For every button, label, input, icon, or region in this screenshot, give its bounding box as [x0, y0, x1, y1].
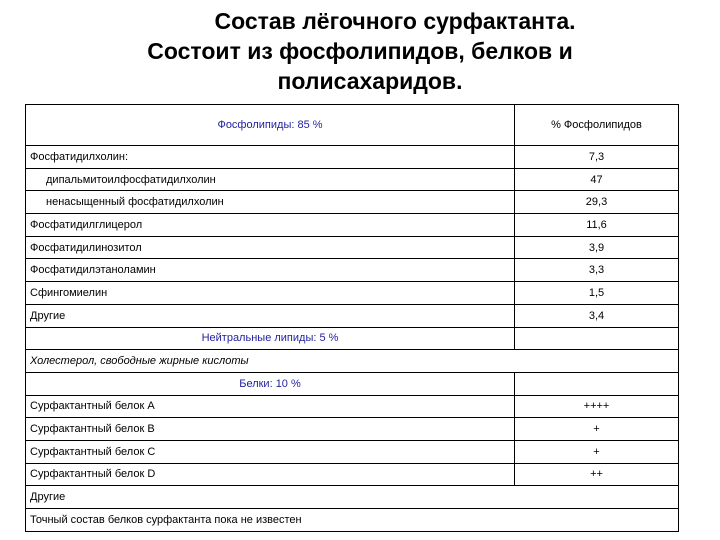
row-label: Сфингомиелин: [26, 282, 515, 305]
neutral-lipids-header: Нейтральные липиды: 5 %: [26, 327, 515, 350]
table-row: [26, 395, 679, 418]
row-value: 3,4: [515, 304, 679, 327]
row-value: 29,3: [515, 191, 679, 214]
table-row: [26, 304, 679, 327]
table-row: [26, 236, 679, 259]
table-row: [26, 146, 679, 169]
table-row: [26, 282, 679, 305]
section-header-row: [26, 372, 679, 395]
other-proteins-row: Другие: [26, 486, 679, 509]
row-value: ++++: [515, 395, 679, 418]
percent-header: % Фосфолипидов: [515, 105, 679, 146]
row-label: Фосфатидилхолин:: [26, 146, 515, 169]
table-row: [26, 486, 679, 509]
slide-title: [0, 6, 720, 96]
table-row: [26, 350, 679, 373]
row-value: ++: [515, 463, 679, 486]
phospholipids-header: Фосфолипиды: 85 %: [26, 105, 515, 146]
table-row: [26, 259, 679, 282]
row-label: Фосфатидилинозитол: [26, 236, 515, 259]
neutral-lipids-row: Холестерол, свободные жирные кислоты: [26, 350, 679, 373]
row-value: +: [515, 418, 679, 441]
table-row: [26, 191, 679, 214]
row-label: ненасыщенный фосфатидилхолин: [26, 191, 515, 214]
title-line-3: полисахаридов.: [277, 68, 463, 94]
table-header-row: [26, 105, 679, 146]
row-label: дипальмитоилфосфатидилхолин: [26, 168, 515, 191]
row-value: 7,3: [515, 146, 679, 169]
title-line-1: Состав лёгочного сурфактанта.: [214, 8, 576, 34]
surfactant-composition-table: [25, 104, 679, 532]
row-label: Сурфактантный белок A: [26, 395, 515, 418]
table-row: [26, 463, 679, 486]
row-value: 11,6: [515, 214, 679, 237]
table-row: [26, 214, 679, 237]
row-label: Фосфатидилглицерол: [26, 214, 515, 237]
section-header-row: [26, 327, 679, 350]
footnote-row: Точный состав белков сурфактанта пока не известен: [26, 509, 679, 532]
empty-cell: [515, 327, 679, 350]
row-value: 47: [515, 168, 679, 191]
row-value: 3,9: [515, 236, 679, 259]
row-value: 1,5: [515, 282, 679, 305]
title-line-2: Состоит из фосфолипидов, белков и: [147, 38, 573, 64]
row-label: Фосфатидилэтаноламин: [26, 259, 515, 282]
table-row: [26, 440, 679, 463]
empty-cell: [515, 372, 679, 395]
table-row: [26, 168, 679, 191]
row-value: 3,3: [515, 259, 679, 282]
proteins-header: Белки: 10 %: [26, 372, 515, 395]
table-row: [26, 418, 679, 441]
row-label: Сурфактантный белок C: [26, 440, 515, 463]
row-label: Сурфактантный белок B: [26, 418, 515, 441]
row-label: Сурфактантный белок D: [26, 463, 515, 486]
row-value: +: [515, 440, 679, 463]
row-label: Другие: [26, 304, 515, 327]
table-row: [26, 509, 679, 532]
